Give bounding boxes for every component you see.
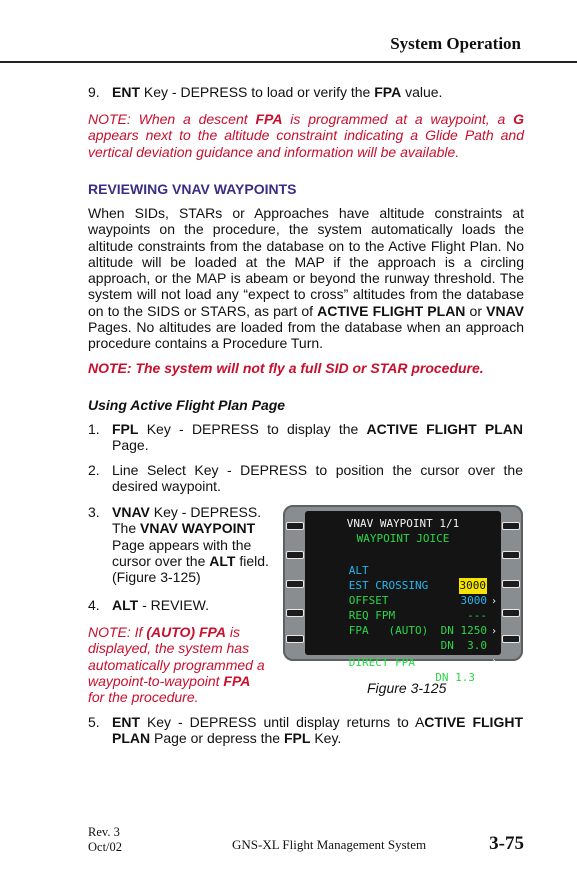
line-select-key-l1[interactable] <box>286 522 304 530</box>
step-9: ENT Key - DEPRESS to load or verify the FPA value. <box>112 84 443 100</box>
step-2: Line Select Key - DEPRESS to position the cursor over the desired waypoint. <box>112 462 523 495</box>
line-select-key-l4[interactable] <box>286 609 304 617</box>
step-1-number: 1. <box>88 421 100 437</box>
step-5-number: 5. <box>88 714 100 730</box>
step-3: VNAV Key - DEPRESS. The VNAV WAYPOINT Page appears with the cursor over the ALT field. (Figure 3-125) <box>112 504 269 586</box>
alt-label: ALT <box>348 563 369 577</box>
cdu-title: VNAV WAYPOINT 1/1 <box>346 517 460 530</box>
arrow-right-icon: › <box>490 655 497 667</box>
note-glide-path: NOTE: When a descent FPA is programmed at a waypoint, a G appears next to the altitude constraint indicating a Glide Path and vertical deviation guidance and information will be available. <box>88 111 524 160</box>
step-3-number: 3. <box>88 504 100 520</box>
arrow-right-icon: › <box>490 595 497 607</box>
body-paragraph: When SIDs, STARs or Approaches have altitude constraints at waypoints on the procedure, the system automatically loads the altitude constraints from the database on to the Active Flight Plan. No altitude will be loaded at the MAP if the approach is a circling approach, or the MAP is abeam or beyond the runway threshold. The system will not load any “expect to cross” altitudes from the database on to the SIDS or STARS, as part of ACTIVE FLIGHT PLAN or VNAV Pages. No altitudes are loaded from the database when an approach procedure contains a Procedure Turn. <box>88 205 524 352</box>
step-9-number: 9. <box>88 84 100 100</box>
step-2-number: 2. <box>88 462 100 478</box>
page-number: 3-75 <box>489 833 524 854</box>
section-heading: REVIEWING VNAV WAYPOINTS <box>88 181 297 197</box>
ent-key: ENT <box>112 84 140 100</box>
cdu-row-req-fpm: REQ FPM DN 1250 <box>348 608 487 637</box>
footer-revision: Rev. 3 Oct/02 <box>88 825 123 854</box>
line-select-key-l5[interactable] <box>286 635 304 643</box>
line-select-key-r4[interactable] <box>502 609 520 617</box>
cdu-row-offset: OFFSET --- › <box>309 577 497 592</box>
footer-title: GNS-XL Flight Management System <box>232 837 427 852</box>
figure-caption: Figure 3-125 <box>367 680 447 696</box>
line-select-key-r5[interactable] <box>502 635 520 643</box>
line-select-key-l2[interactable] <box>286 551 304 559</box>
note-auto-fpa: NOTE: If (AUTO) FPA is displayed, the system has automatically programmed a waypoint-to-waypoint FPA for the procedure. <box>88 624 265 706</box>
cdu-subtitle: WAYPOINT JOICE <box>356 532 450 545</box>
header-rule <box>0 61 577 63</box>
subheading: Using Active Flight Plan Page <box>88 397 286 413</box>
line-select-key-r1[interactable] <box>502 522 520 530</box>
page-header-title: System Operation <box>390 34 521 53</box>
cdu-row-est-crossing: EST CROSSING 3000 <box>348 578 487 607</box>
step-5: ENT Key - DEPRESS until display returns to ACTIVE FLIGHT PLAN Page or depress the FPL Key. <box>112 714 523 747</box>
alt-value-field[interactable]: 3000 <box>459 579 486 592</box>
line-select-key-r2[interactable] <box>502 551 520 559</box>
line-select-key-l3[interactable] <box>286 580 304 588</box>
cdu-display <box>283 505 523 684</box>
cdu-row-fpa: FPA (AUTO) DN 3.0 › <box>309 607 497 622</box>
step-4: ALT - REVIEW. <box>112 597 209 613</box>
note-sid-star: NOTE: The system will not fly a full SID or STAR procedure. <box>88 360 484 376</box>
step-1: FPL Key - DEPRESS to display the ACTIVE FLIGHT PLAN Page. <box>112 421 523 454</box>
cdu-row-direct-fpa: DIRECT FPA DN 1.3 <box>348 655 475 684</box>
arrow-right-icon: › <box>490 625 497 637</box>
line-select-key-r3[interactable] <box>502 580 520 588</box>
step-4-number: 4. <box>88 597 100 613</box>
cdu-screen <box>305 511 501 684</box>
